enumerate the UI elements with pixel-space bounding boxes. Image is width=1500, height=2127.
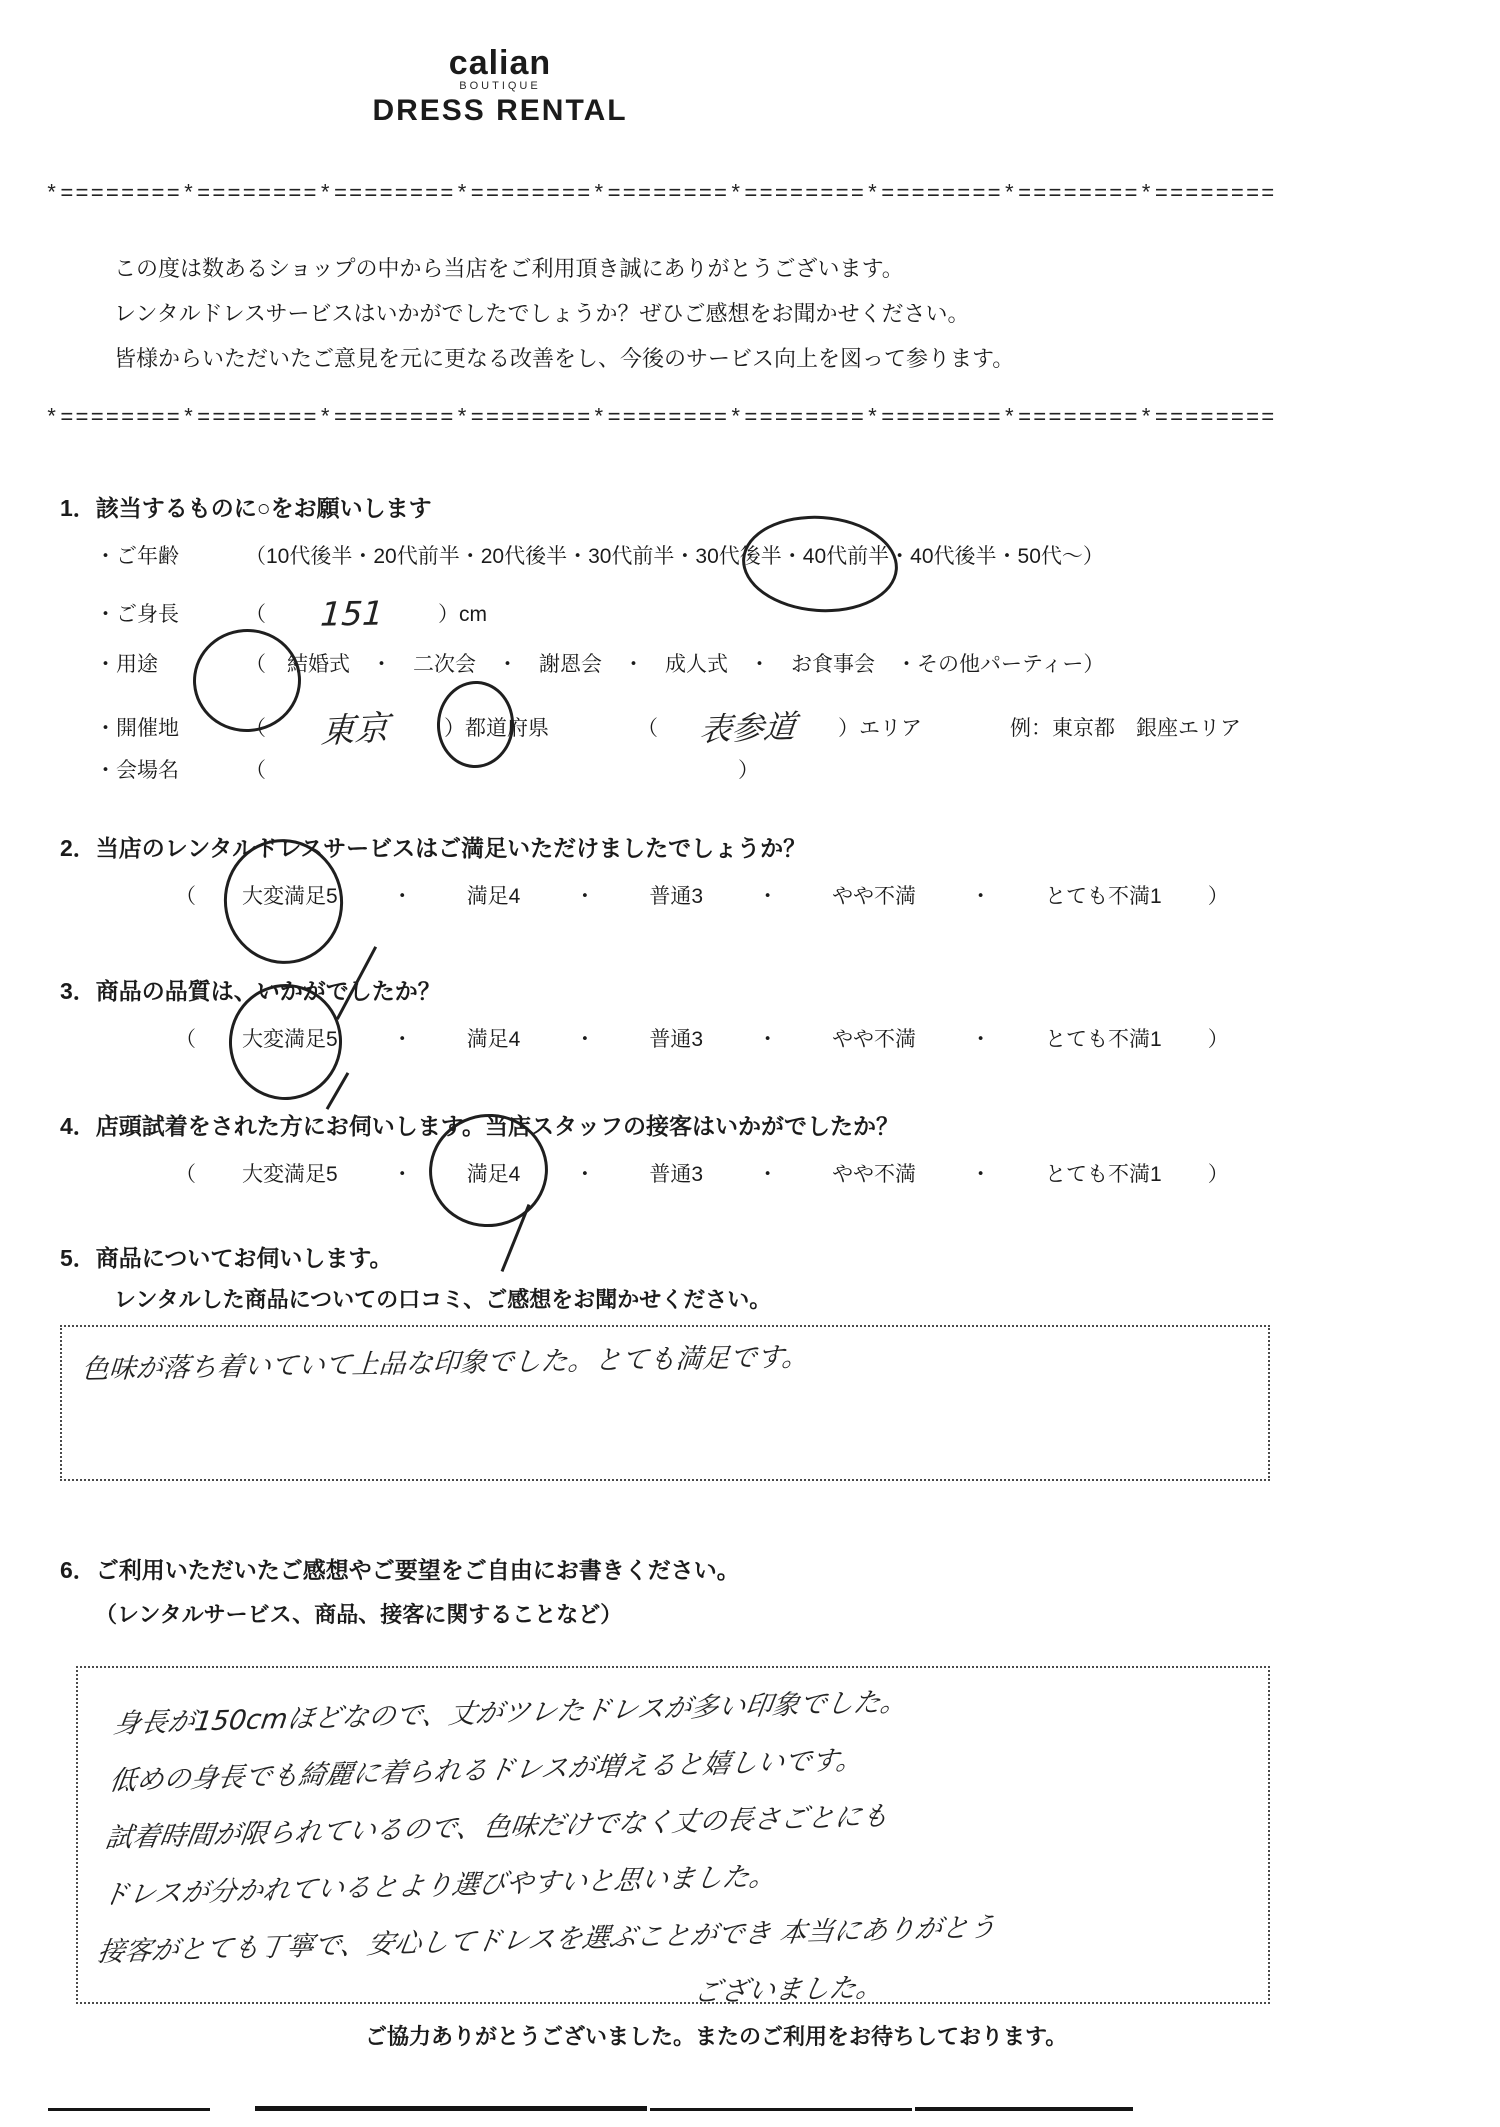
q6-answer-line-4: ドレスが分かれているとより選びやすいと思いました。 [99,1861,779,1912]
q1-purpose-circled-option: 結婚式 [287,653,350,676]
q4-rating-options [175,1158,1229,1188]
circle-annotation-age [739,511,901,618]
rating-option-5: 大変満足5 [242,1028,338,1051]
q5-handwritten-answer: 色味が落ち着いていて上品な印象でした。とても満足です。 [80,1341,810,1386]
q1-purpose-options-after: ・ 二次会 ・ 謝恩会 ・ 成人式 ・ お食事会 ・その他パーティー） [350,653,1105,676]
q1-area-paren-open: （ [637,717,658,740]
rating-separator: ・ [574,1028,596,1051]
rating-option-5: 大変満足5 [242,885,338,908]
rating-option-1: とても不満1 [1045,1163,1162,1186]
q1-hall-paren-close: ） [738,759,759,782]
q6-subtitle: （レンタルサービス、商品、接客に関することなど） [95,1602,623,1627]
rating-option-4: 満足4 [466,885,521,908]
q1-hall-paren-open: （ [245,759,266,782]
q1-height-paren-open: （ [245,603,266,626]
divider-line-middle: *========*========*========*========*========*========*========*========*======== [45,406,1277,431]
document-title: DRESS RENTAL [372,94,628,127]
rating-separator: ・ [757,1163,779,1186]
scan-artifact-line [255,2106,647,2111]
q1-hall-row [95,754,759,784]
q3-title: 3．商品の品質は、いかがでしたか？ [60,978,441,1004]
q1-height-handwritten-value: 151 [319,593,385,634]
intro-line-3: 皆様からいただいたご意見を元に更なる改善をし、今後のサービス向上を図って参ります。 [114,346,1015,371]
rating-option-5: 大変満足5 [242,1163,338,1186]
q1-purpose-label: ・用途 [95,653,158,676]
rating-paren-open: （ [175,1163,196,1186]
q2-title: 2．当店のレンタルドレスサービスはご満足いただけましたでしょうか？ [60,835,807,861]
rating-separator: ・ [391,1028,413,1051]
scan-artifact-line [650,2108,912,2111]
q6-answer-line-6: ございました。 [691,1972,886,2009]
q4-title: 4．店頭試着をされた方にお伺いします。当店スタッフの接客はいかがでしたか？ [60,1113,899,1139]
rating-option-4: 満足4 [466,1028,521,1051]
rating-option-3: 普通3 [649,885,704,908]
rating-separator: ・ [574,885,596,908]
rating-option-3: 普通3 [649,1028,704,1051]
intro-line-1: この度は数あるショップの中から当店をご利用頂き誠にありがとうございます。 [114,256,904,281]
rating-paren-open: （ [175,1028,196,1051]
rating-paren-close: ） [1207,885,1229,908]
q1-age-circled-option: 20代後半 [480,545,568,568]
scan-artifact-line [48,2108,210,2111]
q1-venue-handwritten-value: 東京 [319,708,390,752]
rating-separator: ・ [757,885,779,908]
rating-option-2: やや不満 [832,885,917,908]
q1-venue-label: ・開催地 [95,717,179,740]
rating-paren-open: （ [175,885,196,908]
q1-height-row [95,594,487,633]
rating-option-1: とても不満1 [1045,1028,1162,1051]
rating-separator: ・ [970,1028,992,1051]
rating-option-2: やや不満 [832,1163,917,1186]
scan-artifact-line [915,2107,1133,2111]
q6-answer-line-1: 身長が150cmほどなので、丈がツレたドレスが多い印象でした。 [111,1686,910,1740]
header [0,46,1000,129]
rating-paren-close: ） [1207,1028,1229,1051]
q1-age-row [95,540,1104,570]
shop-logo-subtitle: BOUTIQUE [459,80,541,92]
rating-separator: ・ [970,885,992,908]
q6-answer-line-3: 試着時間が限られているので、色味だけでなく丈の長さごとにも [103,1800,891,1854]
q5-title: 5．商品についてお伺いします。 [60,1245,393,1271]
q1-height-paren-close: ）cm [438,603,487,626]
rating-separator: ・ [391,1163,413,1186]
rating-paren-close: ） [1207,1163,1229,1186]
q1-area-handwritten-value: 表参道 [697,707,798,749]
q1-age-label: ・ご年齢 [95,545,179,568]
intro-paragraph [114,246,1014,381]
rating-option-1: とても不満1 [1045,885,1162,908]
q1-purpose-paren-open: （ [245,653,287,676]
q1-venue-example: 例：東京都 銀座エリア [1010,717,1241,740]
q6-comment-box [76,1666,1270,2009]
rating-option-3: 普通3 [649,1163,704,1186]
q1-title: 1．該当するものに○をお願いします [60,495,432,521]
q1-hall-label: ・会場名 [95,759,179,782]
q6-answer-line-5: 接客がとても丁寧で、安心してドレスを選ぶことができ 本当にありがとう [95,1911,999,1969]
divider-line-top: *========*========*========*========*========*========*========*========*======== [45,182,1277,207]
rating-separator: ・ [757,1028,779,1051]
q1-age-options-after: ・30代前半・30代後半・40代前半・40代後半・50代～） [567,545,1104,568]
q5-subtitle: レンタルした商品についての口コミ、ご感想をお聞かせください。 [114,1287,772,1312]
q6-title: 6．ご利用いただいたご感想やご要望をご自由にお書きください。 [60,1557,740,1583]
q1-venue-paren-open: （ [245,717,266,740]
intro-line-2: レンタルドレスサービスはいかがでしたでしょうか？ぜひご感想をお聞かせください。 [114,301,970,326]
q1-venue-prefecture-label: ）都道府県 [444,717,549,740]
q1-age-options-before: （10代後半・20代前半・ [245,545,481,568]
shop-logo: calian [448,44,552,82]
rating-separator: ・ [391,885,413,908]
rating-option-4: 満足4 [466,1163,521,1186]
footer-thanks: ご協力ありがとうございました。またのご利用をお待ちしております。 [365,2024,1068,2049]
q5-comment-box [60,1325,1270,1481]
q1-area-label: ）エリア [838,717,922,740]
rating-separator: ・ [970,1163,992,1186]
q6-handwritten-answer [92,1670,1256,2032]
rating-separator: ・ [574,1163,596,1186]
q6-answer-line-2: 低めの身長でも綺麗に着られるドレスが増えると嬉しいです。 [107,1744,866,1797]
q1-height-label: ・ご身長 [95,603,179,626]
rating-option-2: やや不満 [832,1028,917,1051]
